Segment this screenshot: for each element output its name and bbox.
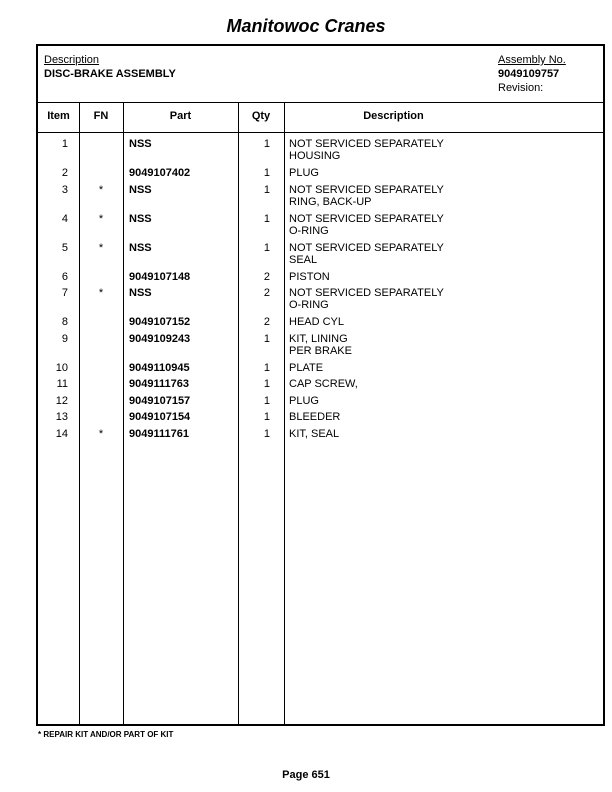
qty-cell: 1 xyxy=(263,394,270,407)
item-cell: 2 xyxy=(61,167,68,179)
part-number-cell: NSS xyxy=(129,212,152,225)
description-line: NOT SERVICED SEPARATELY xyxy=(289,138,444,150)
description-line: PLUG xyxy=(289,167,319,179)
qty-cell: 1 xyxy=(263,361,270,374)
fn-cell: * xyxy=(98,241,104,254)
item-cell: 14 xyxy=(55,427,68,440)
description-cell xyxy=(289,395,589,407)
description-line: CAP SCREW, xyxy=(289,378,358,390)
description-line: PLATE xyxy=(289,361,324,374)
description-line: PER BRAKE xyxy=(289,344,352,357)
column-header-fn: FN xyxy=(93,110,109,122)
description-cell xyxy=(289,428,589,440)
qty-cell: 1 xyxy=(263,212,270,225)
table-row xyxy=(38,362,603,379)
table-row xyxy=(38,287,603,316)
description-cell xyxy=(289,362,589,374)
part-number-cell: NSS xyxy=(129,287,152,299)
column-header-part: Part xyxy=(169,110,192,122)
table-body xyxy=(38,138,603,444)
description-line: RING, BACK-UP xyxy=(289,195,372,208)
part-number-cell: 9049107148 xyxy=(129,270,191,283)
part-number-cell: NSS xyxy=(129,241,152,254)
item-cell: 4 xyxy=(61,212,68,225)
fn-cell: * xyxy=(98,287,104,299)
qty-cell: 1 xyxy=(263,138,270,150)
part-number-cell: 9049107157 xyxy=(129,394,191,407)
qty-cell: 2 xyxy=(263,316,270,328)
item-cell: 3 xyxy=(61,183,68,196)
description-line: KIT, LINING xyxy=(289,332,348,345)
fn-cell: * xyxy=(98,183,104,196)
description-line: PISTON xyxy=(289,270,330,283)
page-number: Page 651 xyxy=(282,769,330,781)
qty-cell: 1 xyxy=(263,332,270,345)
description-cell xyxy=(289,411,589,423)
part-number-cell: 9049111761 xyxy=(129,427,189,440)
table-row xyxy=(38,395,603,412)
description-cell xyxy=(289,167,589,179)
description-line: BLEEDER xyxy=(289,411,341,423)
item-cell: 13 xyxy=(55,411,68,423)
description-line: NOT SERVICED SEPARATELY xyxy=(289,241,444,254)
assembly-number: 9049109757 xyxy=(498,68,560,80)
page-title: Manitowoc Cranes xyxy=(226,16,386,36)
part-number-cell: 9049107402 xyxy=(129,167,191,179)
table-row xyxy=(38,333,603,362)
description-line: KIT, SEAL xyxy=(289,427,340,440)
column-header-qty: Qty xyxy=(251,110,271,122)
qty-cell: 1 xyxy=(263,241,270,254)
item-cell: 10 xyxy=(55,361,68,374)
part-number-cell: 9049111763 xyxy=(129,378,189,390)
table-row xyxy=(38,316,603,333)
assembly-label: Assembly No. xyxy=(498,54,566,66)
table-row xyxy=(38,138,603,167)
column-header-description: Description xyxy=(363,110,424,122)
table-row xyxy=(38,184,603,213)
description-cell xyxy=(289,333,589,357)
table-row xyxy=(38,411,603,428)
item-cell: 1 xyxy=(61,138,68,150)
description-line: O-RING xyxy=(289,299,329,311)
description-cell xyxy=(289,316,589,328)
item-cell: 11 xyxy=(56,378,68,390)
description-cell xyxy=(289,271,589,283)
description-cell xyxy=(289,184,589,208)
item-cell: 6 xyxy=(61,270,68,283)
description-line: NOT SERVICED SEPARATELY xyxy=(289,212,444,225)
table-row xyxy=(38,271,603,288)
description-line: NOT SERVICED SEPARATELY xyxy=(289,183,444,196)
qty-cell: 1 xyxy=(263,411,270,423)
revision-label: Revision: xyxy=(498,82,544,94)
qty-cell: 1 xyxy=(263,183,270,196)
table-row xyxy=(38,378,603,395)
item-cell: 9 xyxy=(61,332,68,345)
description-cell xyxy=(289,213,589,237)
description-line: SEAL xyxy=(289,253,318,266)
part-number-cell: NSS xyxy=(129,138,152,150)
description-cell xyxy=(289,378,589,390)
part-number-cell: 9049107154 xyxy=(129,411,191,423)
table-row xyxy=(38,242,603,271)
table-row xyxy=(38,213,603,242)
qty-cell: 1 xyxy=(263,427,270,440)
fn-cell: * xyxy=(98,212,104,225)
part-number-cell: NSS xyxy=(129,183,152,196)
qty-cell: 1 xyxy=(263,167,270,179)
item-cell: 12 xyxy=(55,394,68,407)
item-cell: 8 xyxy=(61,316,68,328)
description-line: O-RING xyxy=(289,224,329,237)
item-cell: 7 xyxy=(61,287,68,299)
part-number-cell: 9049107152 xyxy=(129,316,191,328)
description-value: DISC-BRAKE ASSEMBLY xyxy=(44,68,176,80)
parts-table xyxy=(36,44,605,726)
part-number-cell: 9049110945 xyxy=(129,361,190,374)
qty-cell: 1 xyxy=(263,378,270,390)
footnote: * REPAIR KIT AND/OR PART OF KIT xyxy=(38,730,174,739)
column-header-item: Item xyxy=(47,110,70,122)
qty-cell: 2 xyxy=(263,270,270,283)
fn-cell: * xyxy=(98,427,104,440)
description-cell xyxy=(289,242,589,266)
description-line: HOUSING xyxy=(289,150,341,162)
description-line: NOT SERVICED SEPARATELY xyxy=(289,287,444,299)
item-cell: 5 xyxy=(61,241,68,254)
part-number-cell: 9049109243 xyxy=(129,332,191,345)
description-line: PLUG xyxy=(289,394,319,407)
description-cell xyxy=(289,287,589,311)
qty-cell: 2 xyxy=(263,287,270,299)
table-row xyxy=(38,428,603,445)
description-label: Description xyxy=(44,54,100,66)
description-line: HEAD CYL xyxy=(289,316,345,328)
table-row xyxy=(38,167,603,184)
description-cell xyxy=(289,138,589,162)
